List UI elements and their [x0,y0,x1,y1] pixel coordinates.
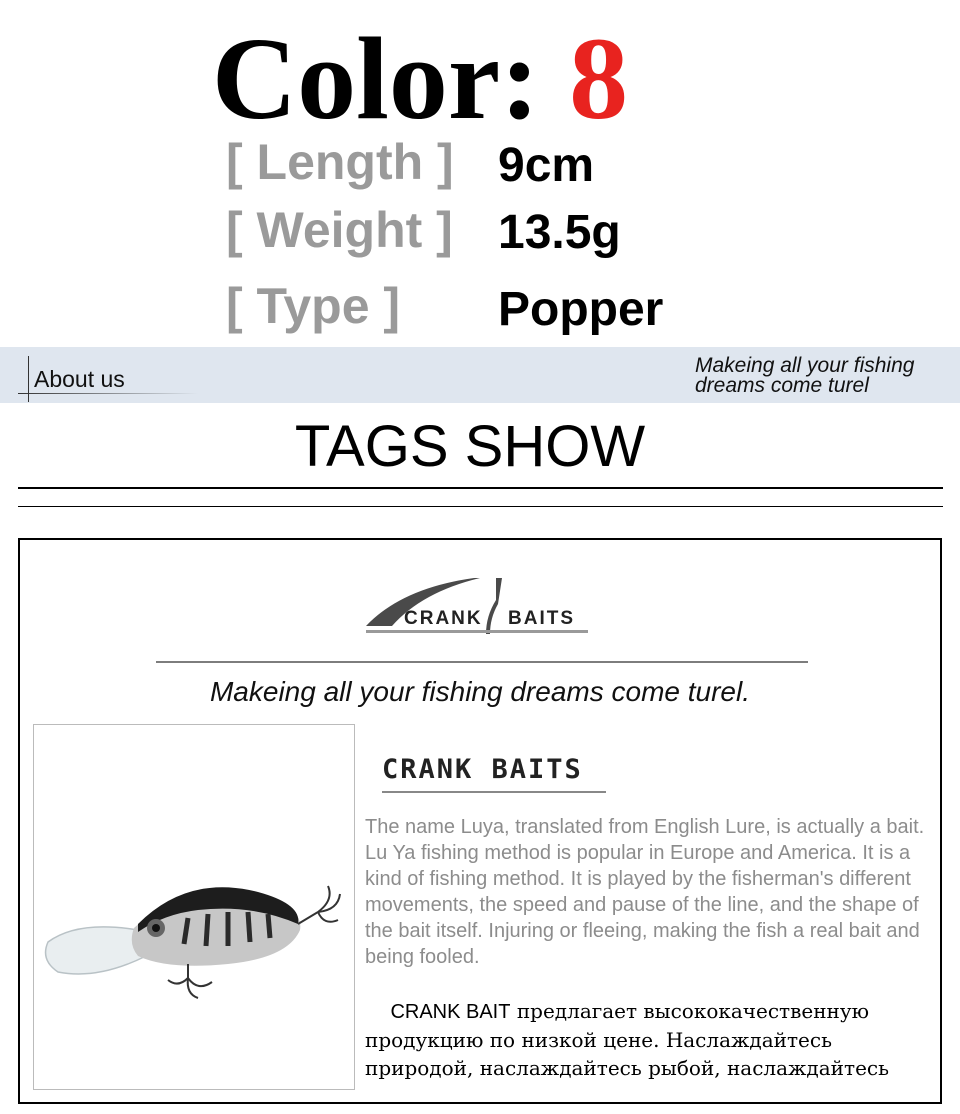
length-value: 9cm [498,139,595,192]
about-bar-horizontal-line [18,393,198,394]
type-value: Popper [498,283,664,336]
description-russian-brand: CRANK BAIT [390,1001,511,1023]
crankbait-lure-image [38,860,348,1010]
divider-line-bottom [18,506,943,507]
crank-baits-logo [362,574,594,640]
lure-lip [46,927,146,974]
logo-underline [366,630,588,633]
belly-hook [168,964,212,998]
about-us-label: About us [34,366,125,392]
weight-label: [ Weight ] [226,202,453,258]
logo-text-left: CRANK [404,608,483,629]
about-slogan-line-1: Makeing all your fishing [695,354,915,377]
type-label: [ Type ] [226,278,401,334]
brand-heading: CRANK BAITS [382,754,583,785]
divider-line-top [18,487,943,489]
logo-text-right: BAITS [508,608,575,629]
color-number: 8 [569,13,629,144]
length-label: [ Length ] [226,134,454,190]
tail-hook [298,886,340,924]
description-english: The name Luya, translated from English Lure, is actually a bait. Lu Ya fishing method is popular in Europe and America. It is a kind of fishing method. It is played by the fisherman's different movements, the speed and pause of the line, and the shape of the bait itself. Injuring or fleeing, making the fish a real bait and being fooled. [365,816,925,968]
color-label: Color: [211,13,540,144]
about-slogan [695,356,960,396]
description-russian-text: предлагает высококачественную продукцию по низкой цене. Наслаждайтесь природой, наслаждайтесь рыбой, наслаждайтесь [365,999,889,1080]
tags-show-title: TAGS SHOW [294,414,646,479]
color-title [0,14,840,144]
description-russian [365,997,940,1082]
weight-value: 13.5g [498,206,621,259]
panel-slogan: Makeing all your fishing dreams come turel. [209,676,750,707]
about-slogan-line-2: dreams come turel [695,374,869,397]
logo-hook-shape [486,578,502,634]
logo-divider [156,661,808,663]
brand-heading-underline [382,791,606,793]
about-bar-vertical-line [28,356,29,402]
